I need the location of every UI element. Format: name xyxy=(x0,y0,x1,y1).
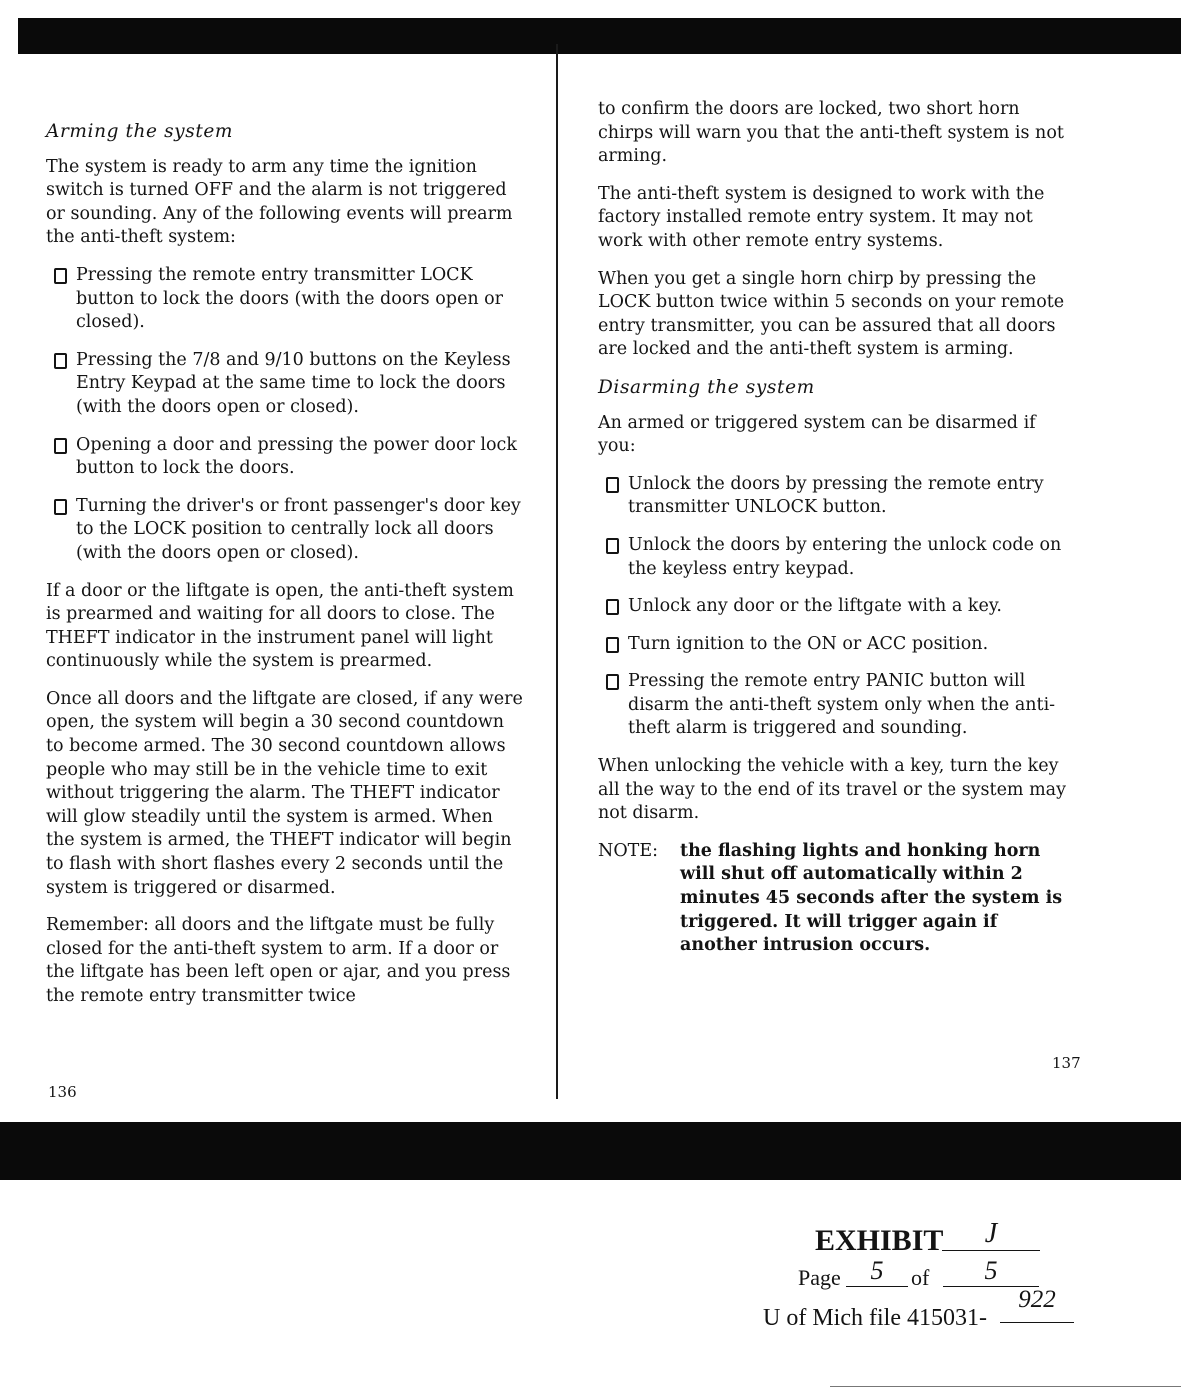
arming-heading: Arming the system xyxy=(46,121,234,142)
countdown-paragraph: Once all doors and the liftgate are closed, if any were open, the system will begin a 30 second countdown to become armed. The 30 second countdown allows people who may still be in the vehicle time to exit without triggering the alarm. The THEFT indicator will glow steadily until the system is armed. When the system is armed, the THEFT indicator will begin to flash with short flashes every 2 seconds until the system is triggered or disarmed. xyxy=(46,688,523,898)
arming-intro: The system is ready to arm any time the ignition switch is turned OFF and the alarm is not triggered or sounding. Any of the following events will prearm the anti-theft system: xyxy=(46,156,513,248)
designed-paragraph: The anti-theft system is designed to work with the factory installed remote entry system. It may not work with other remote entry systems. xyxy=(598,183,1045,251)
arming-item: Pressing the remote entry transmitter LOCK button to lock the doors (with the doors open or closed). xyxy=(46,264,524,335)
note-label: NOTE: xyxy=(598,840,659,861)
exhibit-file-value: 922 xyxy=(1000,1286,1074,1323)
checkbox-icon xyxy=(606,477,619,493)
page-number-left: 136 xyxy=(48,1083,77,1101)
prearmed-paragraph: If a door or the liftgate is open, the anti-theft system is prearmed and waiting for all doors to close. The THEFT indicator in the instrument panel will light continuously while the system is prearmed. xyxy=(46,580,514,672)
note-text: the flashing lights and honking horn will shut off automatically within 2 minutes 45 seconds after the system is triggered. It will trigger again if another intrusion occurs. xyxy=(680,840,1063,956)
note-block xyxy=(598,840,1068,958)
left-page xyxy=(46,120,524,1023)
book-spine xyxy=(556,44,558,1099)
remember-paragraph: Remember: all doors and the liftgate must be fully closed for the anti-theft system to arm. If a door or the liftgate has been left open or ajar, and you press the remote entry transmitter twice xyxy=(46,915,511,1006)
arming-item: Opening a door and pressing the power door lock button to lock the doors. xyxy=(46,434,524,481)
checkbox-icon xyxy=(606,538,619,554)
exhibit-of-value: 5 xyxy=(943,1256,1039,1287)
checkbox-icon xyxy=(54,438,67,454)
exhibit-label: EXHIBIT xyxy=(815,1224,944,1257)
disarming-heading: Disarming the system xyxy=(598,376,815,398)
disarming-item: Unlock the doors by pressing the remote entry transmitter UNLOCK button. xyxy=(598,473,1068,520)
right-page xyxy=(598,98,1068,958)
checkbox-icon xyxy=(54,499,67,515)
disarming-item: Pressing the remote entry PANIC button will disarm the anti-theft system only when the anti-theft alarm is triggered and sounding. xyxy=(598,670,1068,741)
confirm-paragraph: to confirm the doors are locked, two short horn chirps will warn you that the anti-theft system is not arming. xyxy=(598,99,1064,167)
checkbox-icon xyxy=(54,268,67,284)
exhibit-page-value: 5 xyxy=(846,1256,908,1287)
scan-bottom-band xyxy=(0,1122,1181,1180)
arming-item: Pressing the 7/8 and 9/10 buttons on the Keyless Entry Keypad at the same time to lock the doors (with the doors open or closed). xyxy=(46,349,524,420)
scan-top-band xyxy=(18,18,1181,54)
page-number-right: 137 xyxy=(1052,1054,1081,1072)
exhibit-of-label: of xyxy=(911,1265,930,1290)
disarming-intro: An armed or triggered system can be disarmed if you: xyxy=(598,412,1036,457)
exhibit-file-label: U of Mich file 415031- xyxy=(763,1305,987,1331)
exhibit-page-label: Page xyxy=(798,1265,841,1290)
exhibit-value: J xyxy=(942,1218,1040,1251)
disarming-item: Unlock the doors by entering the unlock code on the keyless entry keypad. xyxy=(598,534,1068,581)
arming-item: Turning the driver's or front passenger's door key to the LOCK position to centrally lock all doors (with the doors open or closed). xyxy=(46,495,524,566)
bottom-rule xyxy=(830,1386,1181,1387)
checkbox-icon xyxy=(54,353,67,369)
checkbox-icon xyxy=(606,674,619,690)
checkbox-icon xyxy=(606,599,619,615)
disarming-item: Turn ignition to the ON or ACC position. xyxy=(598,633,1068,657)
key-unlock-paragraph: When unlocking the vehicle with a key, turn the key all the way to the end of its travel or the system may not disarm. xyxy=(598,756,1066,824)
single-chirp-paragraph: When you get a single horn chirp by pressing the LOCK button twice within 5 seconds on your remote entry transmitter, you can be assured that all doors are locked and the anti-theft system is arming. xyxy=(598,268,1065,360)
checkbox-icon xyxy=(606,637,619,653)
disarming-item: Unlock any door or the liftgate with a key. xyxy=(598,595,1068,619)
